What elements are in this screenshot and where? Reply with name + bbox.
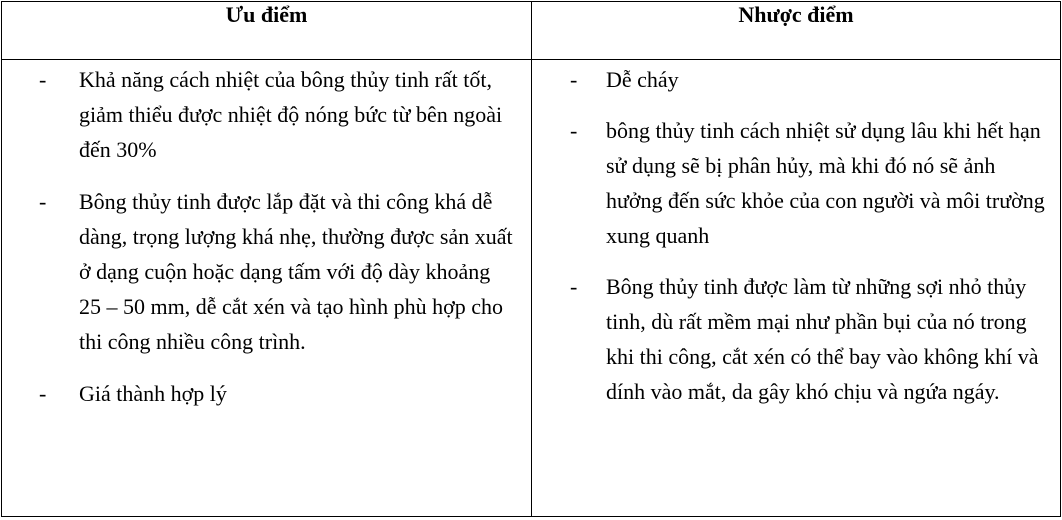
bullet-dash: - [570, 67, 578, 92]
content-row [2, 60, 1061, 517]
disadvantage-item [532, 269, 1060, 409]
bullet-dash: - [39, 67, 47, 92]
bullet-dash: - [570, 118, 578, 143]
disadvantage-text: Bông thủy tinh được làm từ những sợi nhỏ thủy tinh, dù rất mềm mại như phần bụi của nó trong khi thi công, cắt xén có thể bay vào không khí và dính vào mắt, da gây khó chịu và ngứa ngáy. [606, 274, 1039, 404]
bullet-dash: - [570, 274, 578, 299]
advantage-item [2, 376, 531, 411]
advantage-text: Bông thủy tinh được lắp đặt và thi công khá dễ dàng, trọng lượng khá nhẹ, thường được sản xuất ở dạng cuộn hoặc dạng tấm với độ dày khoảng 25 – 50 mm, dễ cắt xén và tạo hình phù hợp cho thi công nhiều công trình. [79, 189, 513, 354]
advantage-item [2, 184, 531, 359]
advantage-text: Giá thành hợp lý [79, 381, 227, 406]
disadvantage-item [532, 62, 1060, 97]
header-row [2, 2, 1061, 60]
bullet-dash: - [39, 189, 47, 214]
advantages-list [2, 60, 531, 411]
disadvantages-cell [532, 60, 1061, 517]
disadvantage-item [532, 113, 1060, 253]
advantages-cell [2, 60, 532, 517]
header-disadvantages: Nhược điểm [532, 2, 1061, 60]
advantage-item [2, 62, 531, 167]
disadvantages-list [532, 60, 1060, 409]
advantage-text: Khả năng cách nhiệt của bông thủy tinh rất tốt, giảm thiểu được nhiệt độ nóng bức từ bên ngoài đến 30% [79, 67, 503, 162]
comparison-table [1, 1, 1061, 517]
disadvantage-text: Dễ cháy [606, 67, 679, 92]
bullet-dash: - [39, 381, 47, 406]
disadvantage-text: bông thủy tinh cách nhiệt sử dụng lâu khi hết hạn sử dụng sẽ bị phân hủy, mà khi đó nó sẽ ảnh hưởng đến sức khỏe của con người và môi trường xung quanh [606, 118, 1045, 248]
header-advantages: Ưu điểm [2, 2, 532, 60]
